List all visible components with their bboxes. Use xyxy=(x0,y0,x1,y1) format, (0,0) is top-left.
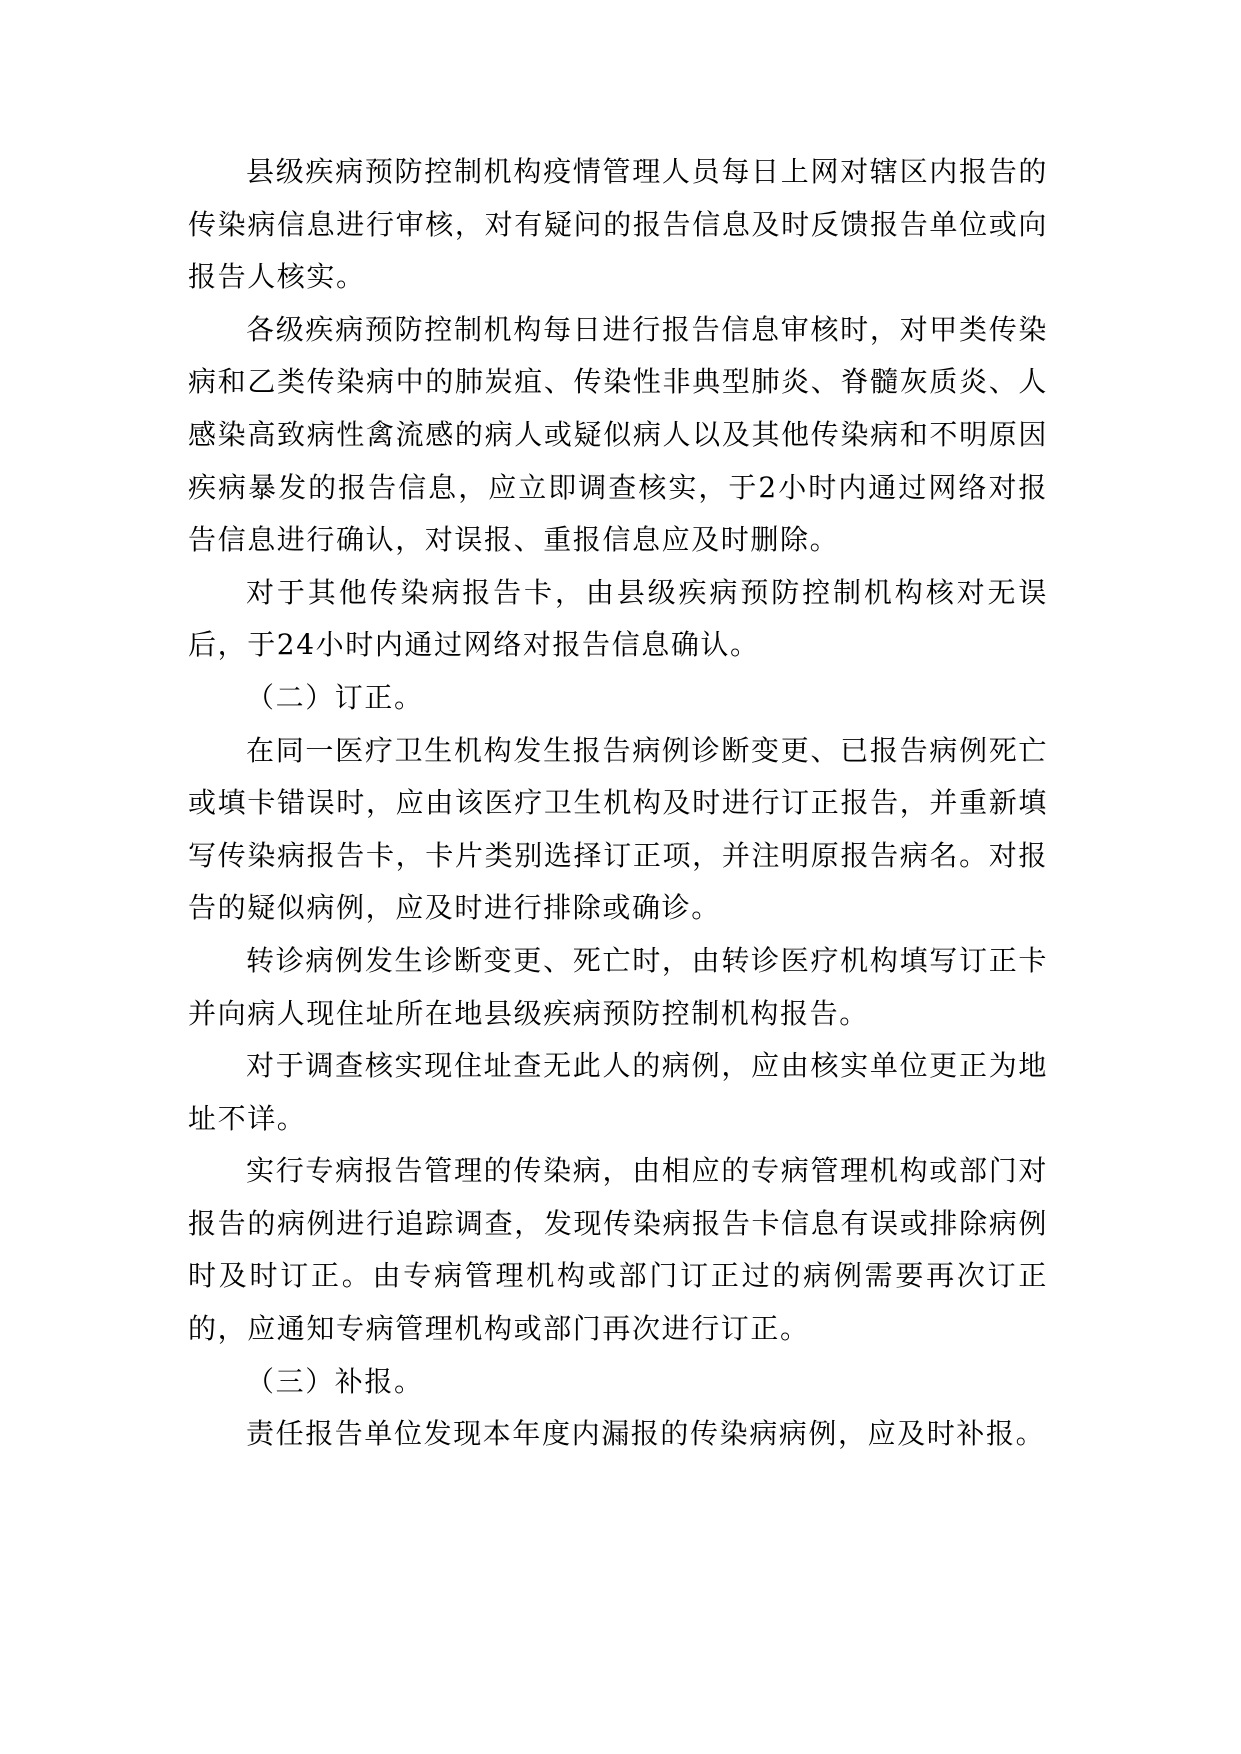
section-heading-supplementary: （三）补报。 xyxy=(246,1364,424,1398)
paragraph-other-reports: 对于其他传染病报告卡，由县级疾病预防控制机构核对无误后，于24小时内通过网络对报告信息确认。 xyxy=(188,575,1048,662)
paragraph-transfer-cases: 转诊病例发生诊断变更、死亡时，由转诊医疗机构填写订正卡并向病人现住址所在地县级疾病预防控制机构报告。 xyxy=(188,943,1048,1030)
paragraph-all-levels-review: 各级疾病预防控制机构每日进行报告信息审核时，对甲类传染病和乙类传染病中的肺炭疽、传染性非典型肺炎、脊髓灰质炎、人感染高致病性禽流感的病人或疑似病人以及其他传染病和不明原因疾病暴发的报告信息，应立即调查核实，于2小时内通过网络对报告信息进行确认，对误报、重报信息应及时删除。 xyxy=(188,312,1048,557)
paragraph-supplementary-report: 责任报告单位发现本年度内漏报的传染病病例，应及时补报。 xyxy=(246,1417,1046,1451)
section-heading-correction: （二）订正。 xyxy=(246,680,424,714)
document-body xyxy=(188,146,1048,1461)
paragraph-special-disease: 实行专病报告管理的传染病，由相应的专病管理机构或部门对报告的病例进行追踪调查，发现传染病报告卡信息有误或排除病例时及时订正。由专病管理机构或部门订正过的病例需要再次订正的，应通知专病管理机构或部门再次进行订正。 xyxy=(188,1154,1048,1346)
paragraph-county-review: 县级疾病预防控制机构疫情管理人员每日上网对辖区内报告的传染病信息进行审核，对有疑问的报告信息及时反馈报告单位或向报告人核实。 xyxy=(188,155,1048,294)
paragraph-correction-same-institution: 在同一医疗卫生机构发生报告病例诊断变更、已报告病例死亡或填卡错误时，应由该医疗卫生机构及时进行订正报告，并重新填写传染病报告卡，卡片类别选择订正项，并注明原报告病名。对报告的疑似病例，应及时进行排除或确诊。 xyxy=(188,733,1048,925)
paragraph-address-unknown: 对于调查核实现住址查无此人的病例，应由核实单位更正为地址不详。 xyxy=(188,1049,1048,1135)
